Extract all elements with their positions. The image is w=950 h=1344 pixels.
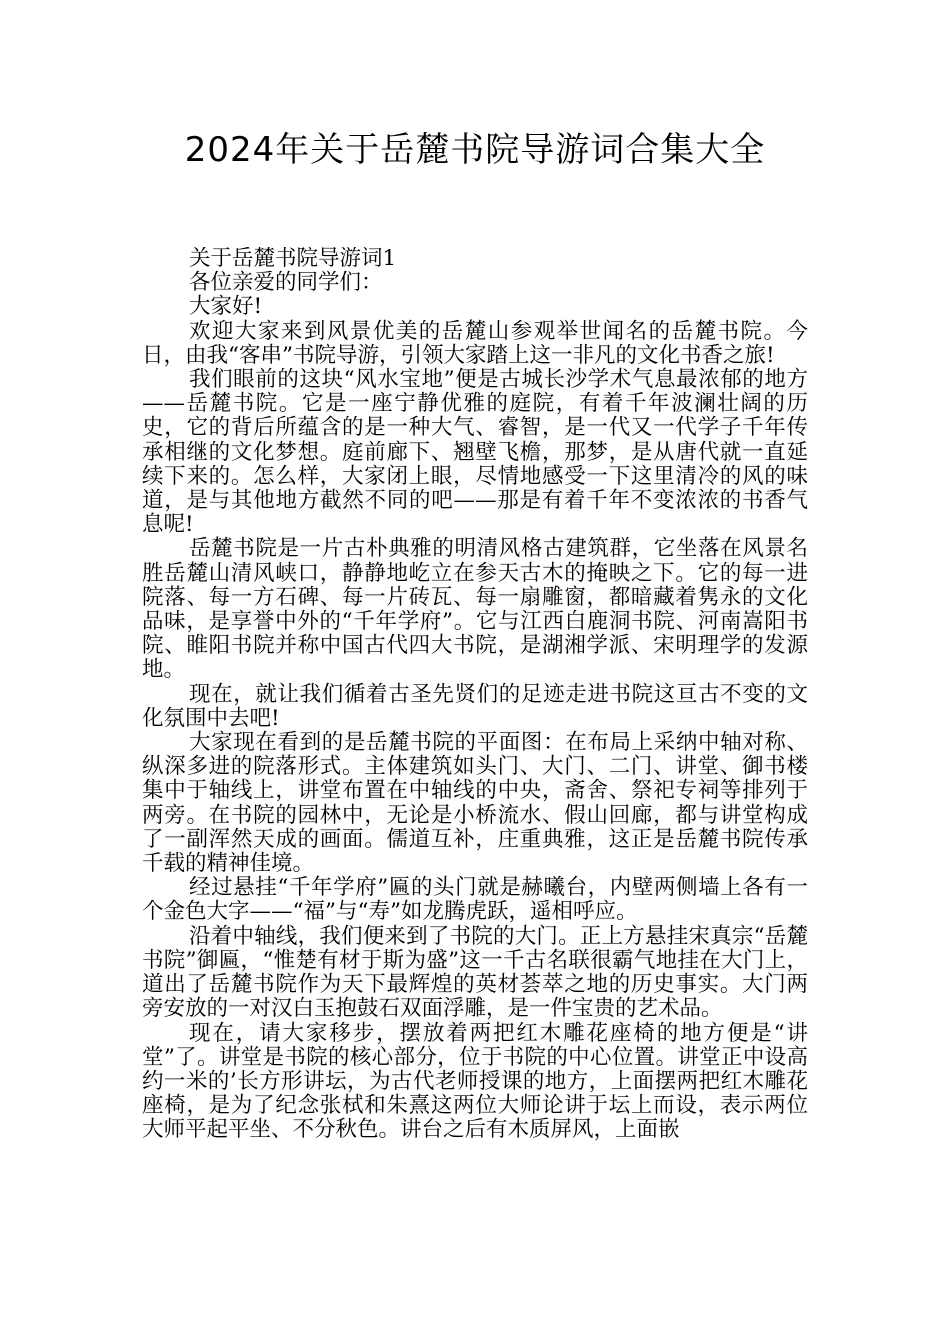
paragraph: 现在，就让我们循着古圣先贤们的足迹走进书院这亘古不变的文化氛围中去吧! [142,681,808,731]
document-body [142,247,808,1247]
section-heading: 关于岳麓书院导游词1 [189,247,397,271]
document-title: 2024年关于岳麓书院导游词合集大全 [184,130,766,170]
greeting-line: 大家好! [189,294,263,320]
paragraph: 欢迎大家来到风景优美的岳麓山参观举世闻名的岳麓书院。今日，由我“客串”书院导游，引领大家踏上这一非凡的文化书香之旅! [142,318,808,368]
paragraph: 我们眼前的这块“风水宝地”便是古城长沙学术气息最浓郁的地方——岳麓书院。它是一座宁静优雅的庭院，有着千年波澜壮阔的历史，它的背后所蕴含的是一种大气、睿智，是一代又一代学子千年传承相继的文化梦想。庭前廊下、翘壁飞檐，那梦，是从唐代就一直延续下来的。怎么样，大家闭上眼，尽情地感受一下这里清冷的风的味道，是与其他地方截然不同的吧——那是有着千年不变浓浓的书香气息呢! [142,367,808,538]
paragraph: 大家现在看到的是岳麓书院的平面图：在布局上采纳中轴对称、纵深多进的院落形式。主体建筑如头门、大门、二门、讲堂、御书楼集中于轴线上，讲堂布置在中轴线的中央，斋舍、祭祀专祠等排列于两旁。在书院的园林中，无论是小桥流水、假山回廊，都与讲堂构成了一副浑然天成的画面。儒道互补，庄重典雅，这正是岳麓书院传承千载的精神佳境。 [142,730,808,877]
salutation-line: 各位亲爱的同学们： [189,270,383,296]
paragraph: 岳麓书院是一片古朴典雅的明清风格古建筑群，它坐落在风景名胜岳麓山清风峡口，静静地屹立在参天古木的掩映之下。它的每一进院落、每一方石碑、每一片砖瓦、每一扇雕窗，都暗藏着隽永的文化品味，是享誉中外的“千年学府”。它与江西白鹿洞书院、河南嵩阳书院、睢阳书院并称中国古代四大书院，是湖湘学派、宋明理学的发源地。 [142,536,808,683]
paragraph: 现在，请大家移步，摆放着两把红木雕花座椅的地方便是“讲堂”了。讲堂是书院的核心部分，位于书院的中心位置。讲堂正中设高约一米的’长方形讲坛，为古代老师授课的地方，上面摆两把红木雕花座椅，是为了纪念张栻和朱熹这两位大师论讲于坛上而设，表示两位大师平起平坐、不分秋色。讲台之后有木质屏风，上面嵌 [142,1020,808,1143]
paragraph: 沿着中轴线，我们便来到了书院的大门。正上方悬挂宋真宗“岳麓书院”御匾，“惟楚有材于斯为盛”这一千古名联很霸气地挂在大门上，道出了岳麓书院作为天下最辉煌的英材荟萃之地的历史事实。大门两旁安放的一对汉白玉抱鼓石双面浮雕，是一件宝贵的艺术品。 [142,923,808,1022]
paragraph: 经过悬挂“千年学府”匾的头门就是赫曦台，内壁两侧墙上各有一个金色大字——“福”与“寿”如龙腾虎跃，遥相呼应。 [142,875,808,925]
